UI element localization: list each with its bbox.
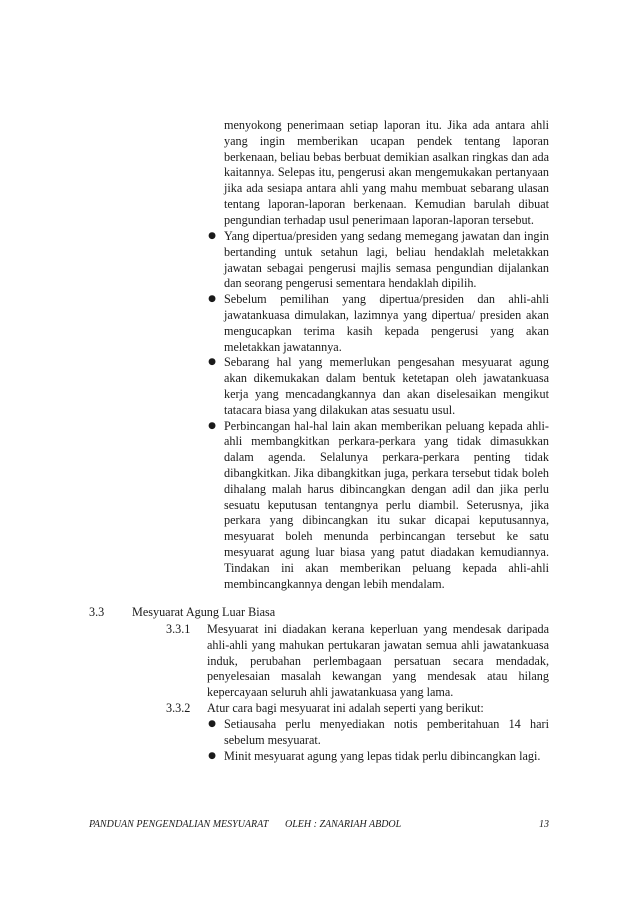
section-heading: [89, 605, 549, 621]
section-title: Mesyuarat Agung Luar Biasa: [132, 605, 276, 619]
footer-author: OLEH : ZANARIAH ABDOL: [285, 819, 402, 830]
bullet-item: [204, 292, 549, 355]
bullet-text: Setiausaha perlu menyediakan notis pemberitahuan 14 hari sebelum mesyuarat.: [224, 717, 549, 747]
bullet-item: [204, 355, 549, 418]
bullet-text: Sebarang hal yang memerlukan pengesahan mesyuarat agung akan dikemukakan dalam bentuk ketetapan oleh jawatankuasa kerja yang mencadangkannya dan akan diselesaikan mengikut tatacara biasa yang dilakukan atas sesuatu usul.: [224, 355, 549, 417]
bullet-item: [204, 749, 549, 765]
bullet-icon: ●: [208, 750, 216, 761]
page-footer: [89, 817, 549, 833]
subsection-text: Atur cara bagi mesyuarat ini adalah seperti yang berikut:: [207, 701, 484, 715]
bullet-list-agenda: [204, 717, 549, 764]
bullet-item: [204, 229, 549, 292]
bullet-text: Yang dipertua/presiden yang sedang memegang jawatan dan ingin bertanding untuk setahun lagi, beliau hendaklah meletakkan jawatan sebagai pengerusi majlis semasa pengundian dijalankan dan seorang pengerusi sementara hendaklah dipilih.: [224, 229, 549, 291]
bullet-icon: ●: [208, 357, 216, 368]
subsection-text: Mesyuarat ini diadakan kerana keperluan yang mendesak daripada ahli-ahli yang mahukan pertukaran jawatan semua ahli jawatankuasa induk, perubahan perlembagaan persatuan secara mendadak, penyelesaian masalah kewangan yang mendesak atau hilang kepercayaan seluruh ahli jawatankuasa yang lama.: [207, 622, 549, 700]
subsection-number: 3.3.1: [166, 622, 191, 636]
bullet-text: Sebelum pemilihan yang dipertua/presiden dan ahli-ahli jawatankuasa dimulakan, lazimnya yang dipertua/ presiden akan mengucapkan terima kasih kepada pengerusi yang akan meletakkan jawatannya.: [224, 292, 549, 354]
bullet-icon: ●: [208, 420, 216, 431]
bullet-list-procedures: [204, 229, 549, 592]
bullet-text: Minit mesyuarat agung yang lepas tidak perlu dibincangkan lagi.: [224, 748, 541, 763]
page-number: 13: [539, 819, 549, 830]
continuation-paragraph: menyokong penerimaan setiap laporan itu. Jika ada antara ahli yang ingin memberikan ucapan pendek tentang laporan berkenaan, beliau bebas berbuat demikian asalkan ringkas dan ada kaitannya. Selepas itu, pengerusi akan mengemukakan pertanyaan jika ada sesiapa antara ahli yang mahu membuat sebarang ulasan tentang laporan-laporan berkenaan. Kemudian barulah dibuat pengundian terhadap usul penerimaan laporan-laporan tersebut.: [224, 118, 549, 227]
footer-title: PANDUAN PENGENDALIAN MESYUARAT: [89, 819, 269, 830]
bullet-text: Perbincangan hal-hal lain akan memberikan peluang kepada ahli-ahli membangkitkan perkara-perkara yang tidak dimasukkan dalam agenda. Selalunya perkara-perkara penting tidak dibangkitkan. Jika dibangkitkan juga, perkara tersebut tidak boleh dihalang malah harus dibincangkan dengan adil dan jika perlu sesuatu keputusan tentangnya perlu diambil. Seterusnya, jika perkara yang dibincangkan itu sukar dicapai keputusannya, mesyuarat boleh menunda perbincangan tersebut ke satu mesyuarat agung luar biasa yang patut diadakan kemudiannya. Tindakan ini akan memberikan peluang kepada ahli-ahli membincangkannya dengan lebih mendalam.: [224, 418, 549, 591]
bullet-icon: ●: [208, 294, 216, 305]
bullet-item: [204, 717, 549, 749]
bullet-icon: ●: [208, 231, 216, 241]
bullet-icon: ●: [208, 719, 216, 729]
bullet-item: [204, 419, 549, 593]
subsection-number: 3.3.2: [166, 701, 191, 715]
section-number: 3.3: [89, 605, 105, 619]
